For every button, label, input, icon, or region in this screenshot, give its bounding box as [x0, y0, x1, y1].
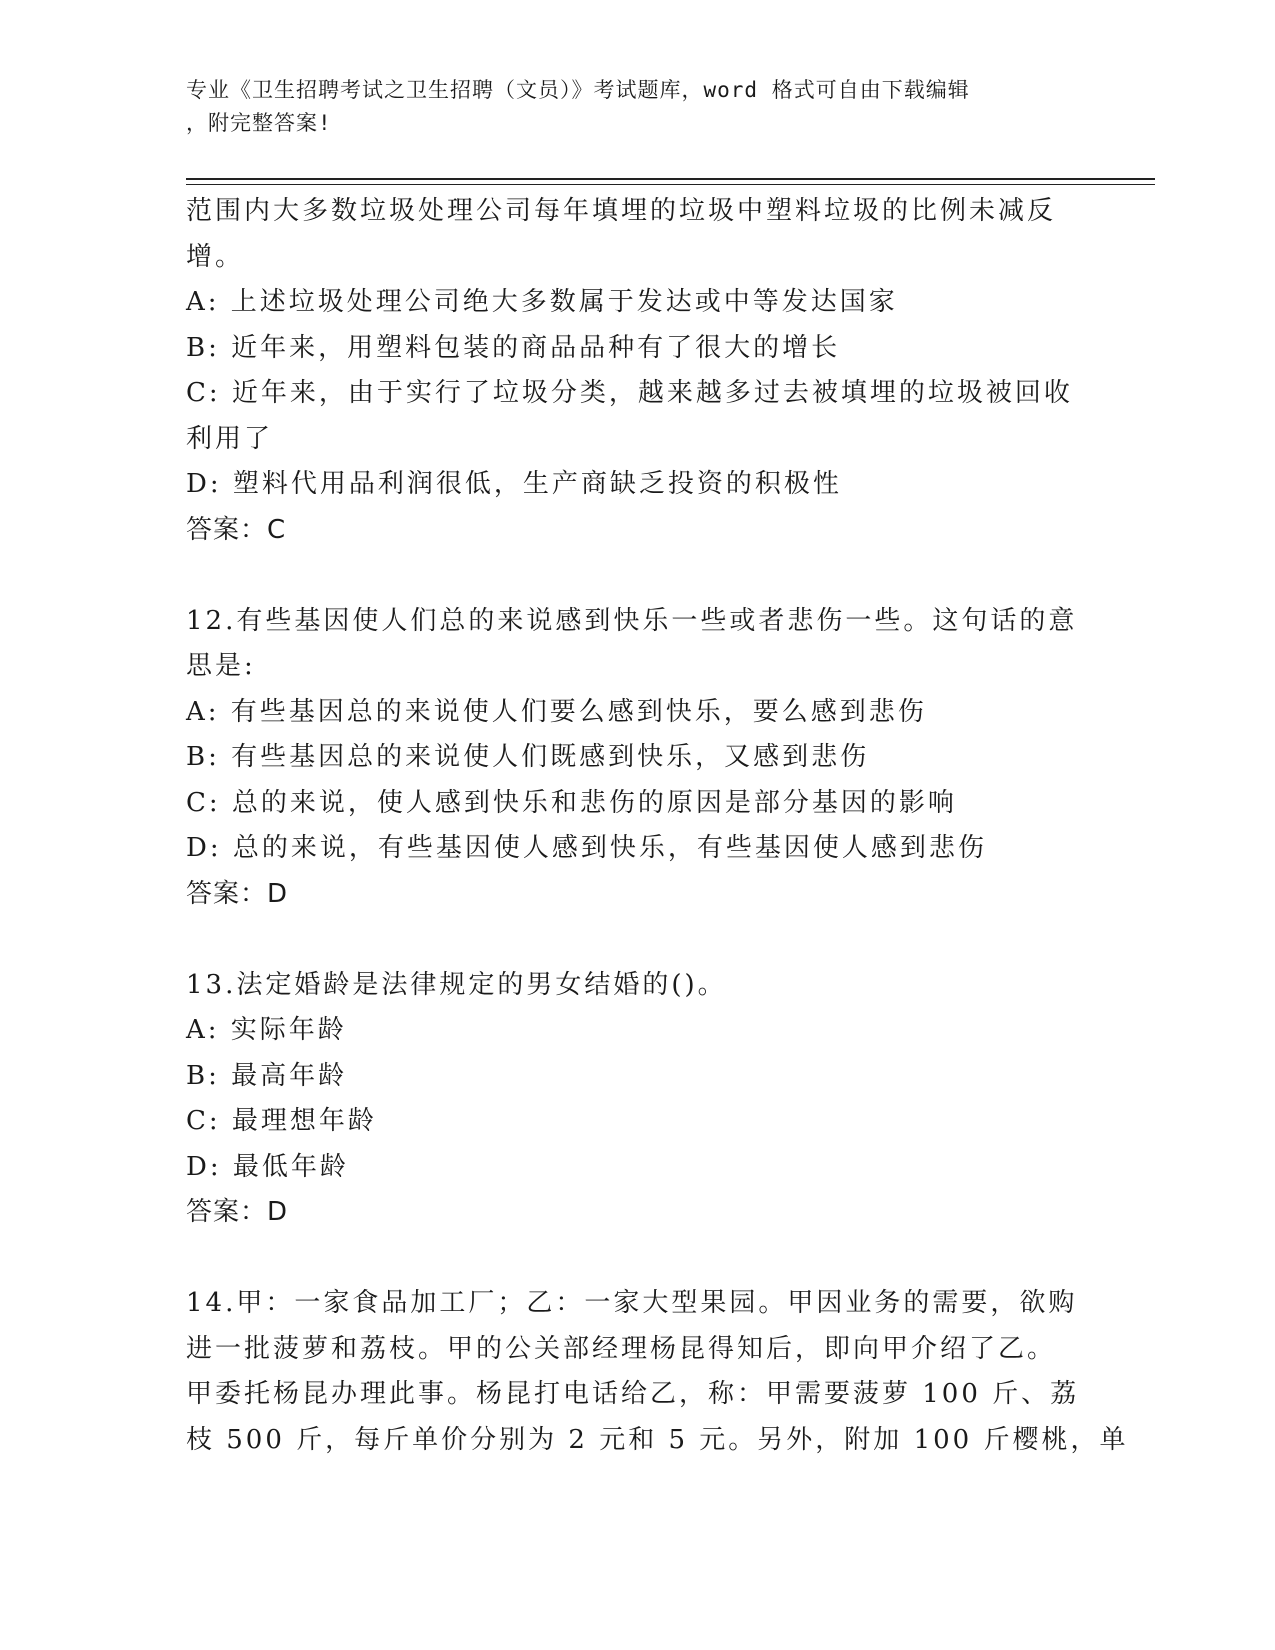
option-c: C: 总的来说，使人感到快乐和悲伤的原因是部分基因的影响: [186, 787, 957, 818]
header-line-1: 专业《卫生招聘考试之卫生招聘（文员）》考试题库，word 格式可自由下载编辑: [186, 78, 970, 102]
question-11: [186, 189, 1076, 553]
question-stem: 范围内大多数垃圾处理公司每年填埋的垃圾中塑料垃圾的比例未减反: [186, 196, 1057, 226]
document-body: [186, 189, 1129, 1463]
option-d: D: 塑料代用品利润很低，生产商缺乏投资的积极性: [186, 469, 842, 499]
answer: 答案：D: [186, 1197, 289, 1227]
option-c-continued: 利用了: [186, 423, 274, 454]
document-header: [186, 74, 1066, 140]
option-a: A: 上述垃圾处理公司绝大多数属于发达或中等发达国家: [186, 287, 898, 317]
option-a: A: 实际年龄: [186, 1015, 347, 1045]
option-c: C: 近年来，由于实行了垃圾分类，越来越多过去被填埋的垃圾被回收: [186, 378, 1073, 408]
spacer: [186, 917, 1076, 963]
option-b: B: 近年来，用塑料包装的商品品种有了很大的增长: [186, 332, 841, 363]
header-divider-thick: [186, 178, 1155, 180]
option-a: A: 有些基因总的来说使人们要么感到快乐，要么感到悲伤: [186, 696, 927, 727]
question-stem-continued: 枝 500 斤，每斤单价分别为 2 元和 5 元。另外，附加 100 斤樱桃，单: [186, 1424, 1129, 1455]
option-c: C: 最理想年龄: [186, 1106, 377, 1136]
header-line-2: ，附完整答案!: [186, 111, 332, 135]
question-stem-continued: 思是:: [186, 651, 256, 681]
question-stem-continued: 进一批菠萝和荔枝。甲的公关部经理杨昆得知后，即向甲介绍了乙。: [186, 1333, 1057, 1364]
answer: 答案：D: [186, 878, 289, 909]
option-d: D: 最低年龄: [186, 1151, 349, 1182]
spacer: [186, 553, 1076, 599]
option-b: B: 最高年龄: [186, 1060, 348, 1091]
answer: 答案：C: [186, 514, 287, 545]
question-14: [186, 1281, 1129, 1463]
header-divider-thin: [186, 184, 1155, 185]
question-12: [186, 599, 1076, 918]
question-stem-continued: 甲委托杨昆办理此事。杨昆打电话给乙，称：甲需要菠萝 100 斤、荔: [186, 1379, 1080, 1409]
question-stem-continued: 增。: [186, 241, 245, 272]
question-stem: 14.甲：一家食品加工厂；乙：一家大型果园。甲因业务的需要，欲购: [186, 1288, 1078, 1318]
question-stem: 12.有些基因使人们总的来说感到快乐一些或者悲伤一些。这句话的意: [186, 605, 1078, 636]
question-stem: 13.法定婚龄是法律规定的男女结婚的()。: [186, 969, 727, 1000]
question-13: [186, 963, 1076, 1236]
spacer: [186, 1236, 1076, 1282]
option-b: B: 有些基因总的来说使人们既感到快乐，又感到悲伤: [186, 742, 870, 772]
option-d: D: 总的来说，有些基因使人感到快乐，有些基因使人感到悲伤: [186, 833, 987, 863]
